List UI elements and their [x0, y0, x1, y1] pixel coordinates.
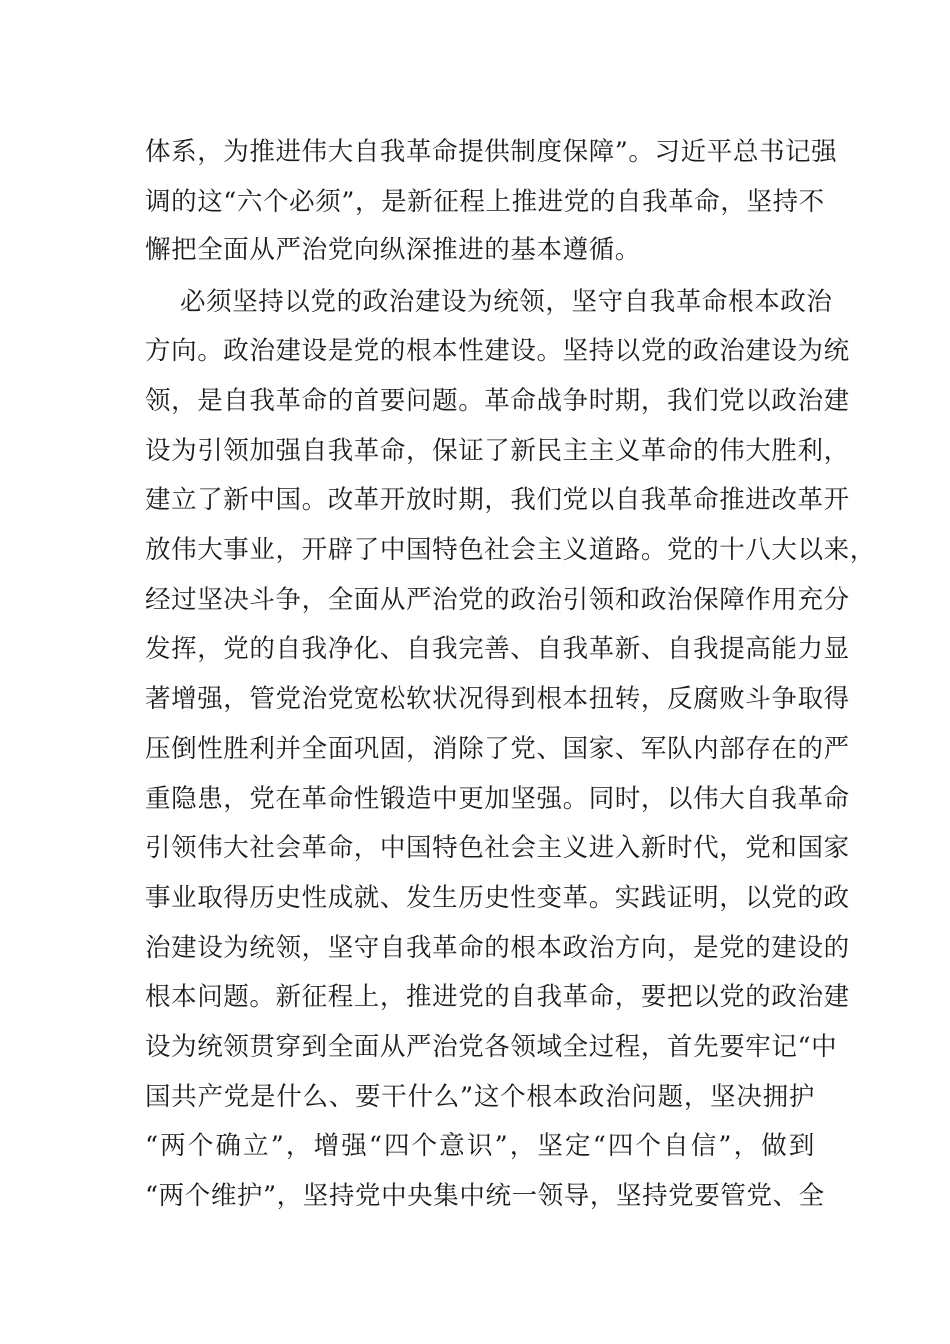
text-line: 著增强，管党治党宽松软状况得到根本扭转，反腐败斗争取得: [145, 684, 850, 714]
text-line: 事业取得历史性成就、发生历史性变革。实践证明，以党的政: [145, 883, 850, 913]
text-line: 治建设为统领，坚守自我革命的根本政治方向，是党的建设的: [145, 933, 850, 963]
text-line: 领，是自我革命的首要问题。革命战争时期，我们党以政治建: [145, 386, 850, 416]
text-line: “两个确立”，增强“四个意识”，坚定“四个自信”，做到: [145, 1131, 815, 1161]
text-line: “两个维护”，坚持党中央集中统一领导，坚持党要管党、全: [145, 1181, 825, 1211]
text-line: 设为统领贯穿到全面从严治党各领域全过程，首先要牢记“中: [145, 1032, 838, 1062]
paragraph-first-line: 必须坚持以党的政治建设为统领，坚守自我革命根本政治: [180, 287, 833, 317]
text-line: 经过坚决斗争，全面从严治党的政治引领和政治保障作用充分: [145, 585, 850, 615]
text-line: 设为引领加强自我革命，保证了新民主主义革命的伟大胜利，: [145, 436, 850, 466]
text-line: 重隐患，党在革命性锻造中更加坚强。同时，以伟大自我革命: [145, 784, 850, 814]
text-line: 根本问题。新征程上，推进党的自我革命，要把以党的政治建: [145, 982, 850, 1012]
text-line: 压倒性胜利并全面巩固，消除了党、国家、军队内部存在的严: [145, 734, 850, 764]
text-line: 调的这“六个必须”，是新征程上推进党的自我革命，坚持不: [145, 187, 825, 217]
text-line: 发挥，党的自我净化、自我完善、自我革新、自我提高能力显: [145, 634, 850, 664]
text-line: 国共产党是什么、要干什么”这个根本政治问题，坚决拥护: [145, 1082, 815, 1112]
text-line: 建立了新中国。改革开放时期，我们党以自我革命推进改革开: [145, 485, 850, 515]
text-line: 方向。政治建设是党的根本性建设。坚持以党的政治建设为统: [145, 336, 850, 366]
text-line: 引领伟大社会革命，中国特色社会主义进入新时代，党和国家: [145, 833, 850, 863]
text-line: 体系，为推进伟大自我革命提供制度保障”。习近平总书记强: [145, 137, 838, 167]
text-line: 懈把全面从严治党向纵深推进的基本遵循。: [145, 235, 641, 265]
text-line: 放伟大事业，开辟了中国特色社会主义道路。党的十八大以来，: [145, 535, 876, 565]
